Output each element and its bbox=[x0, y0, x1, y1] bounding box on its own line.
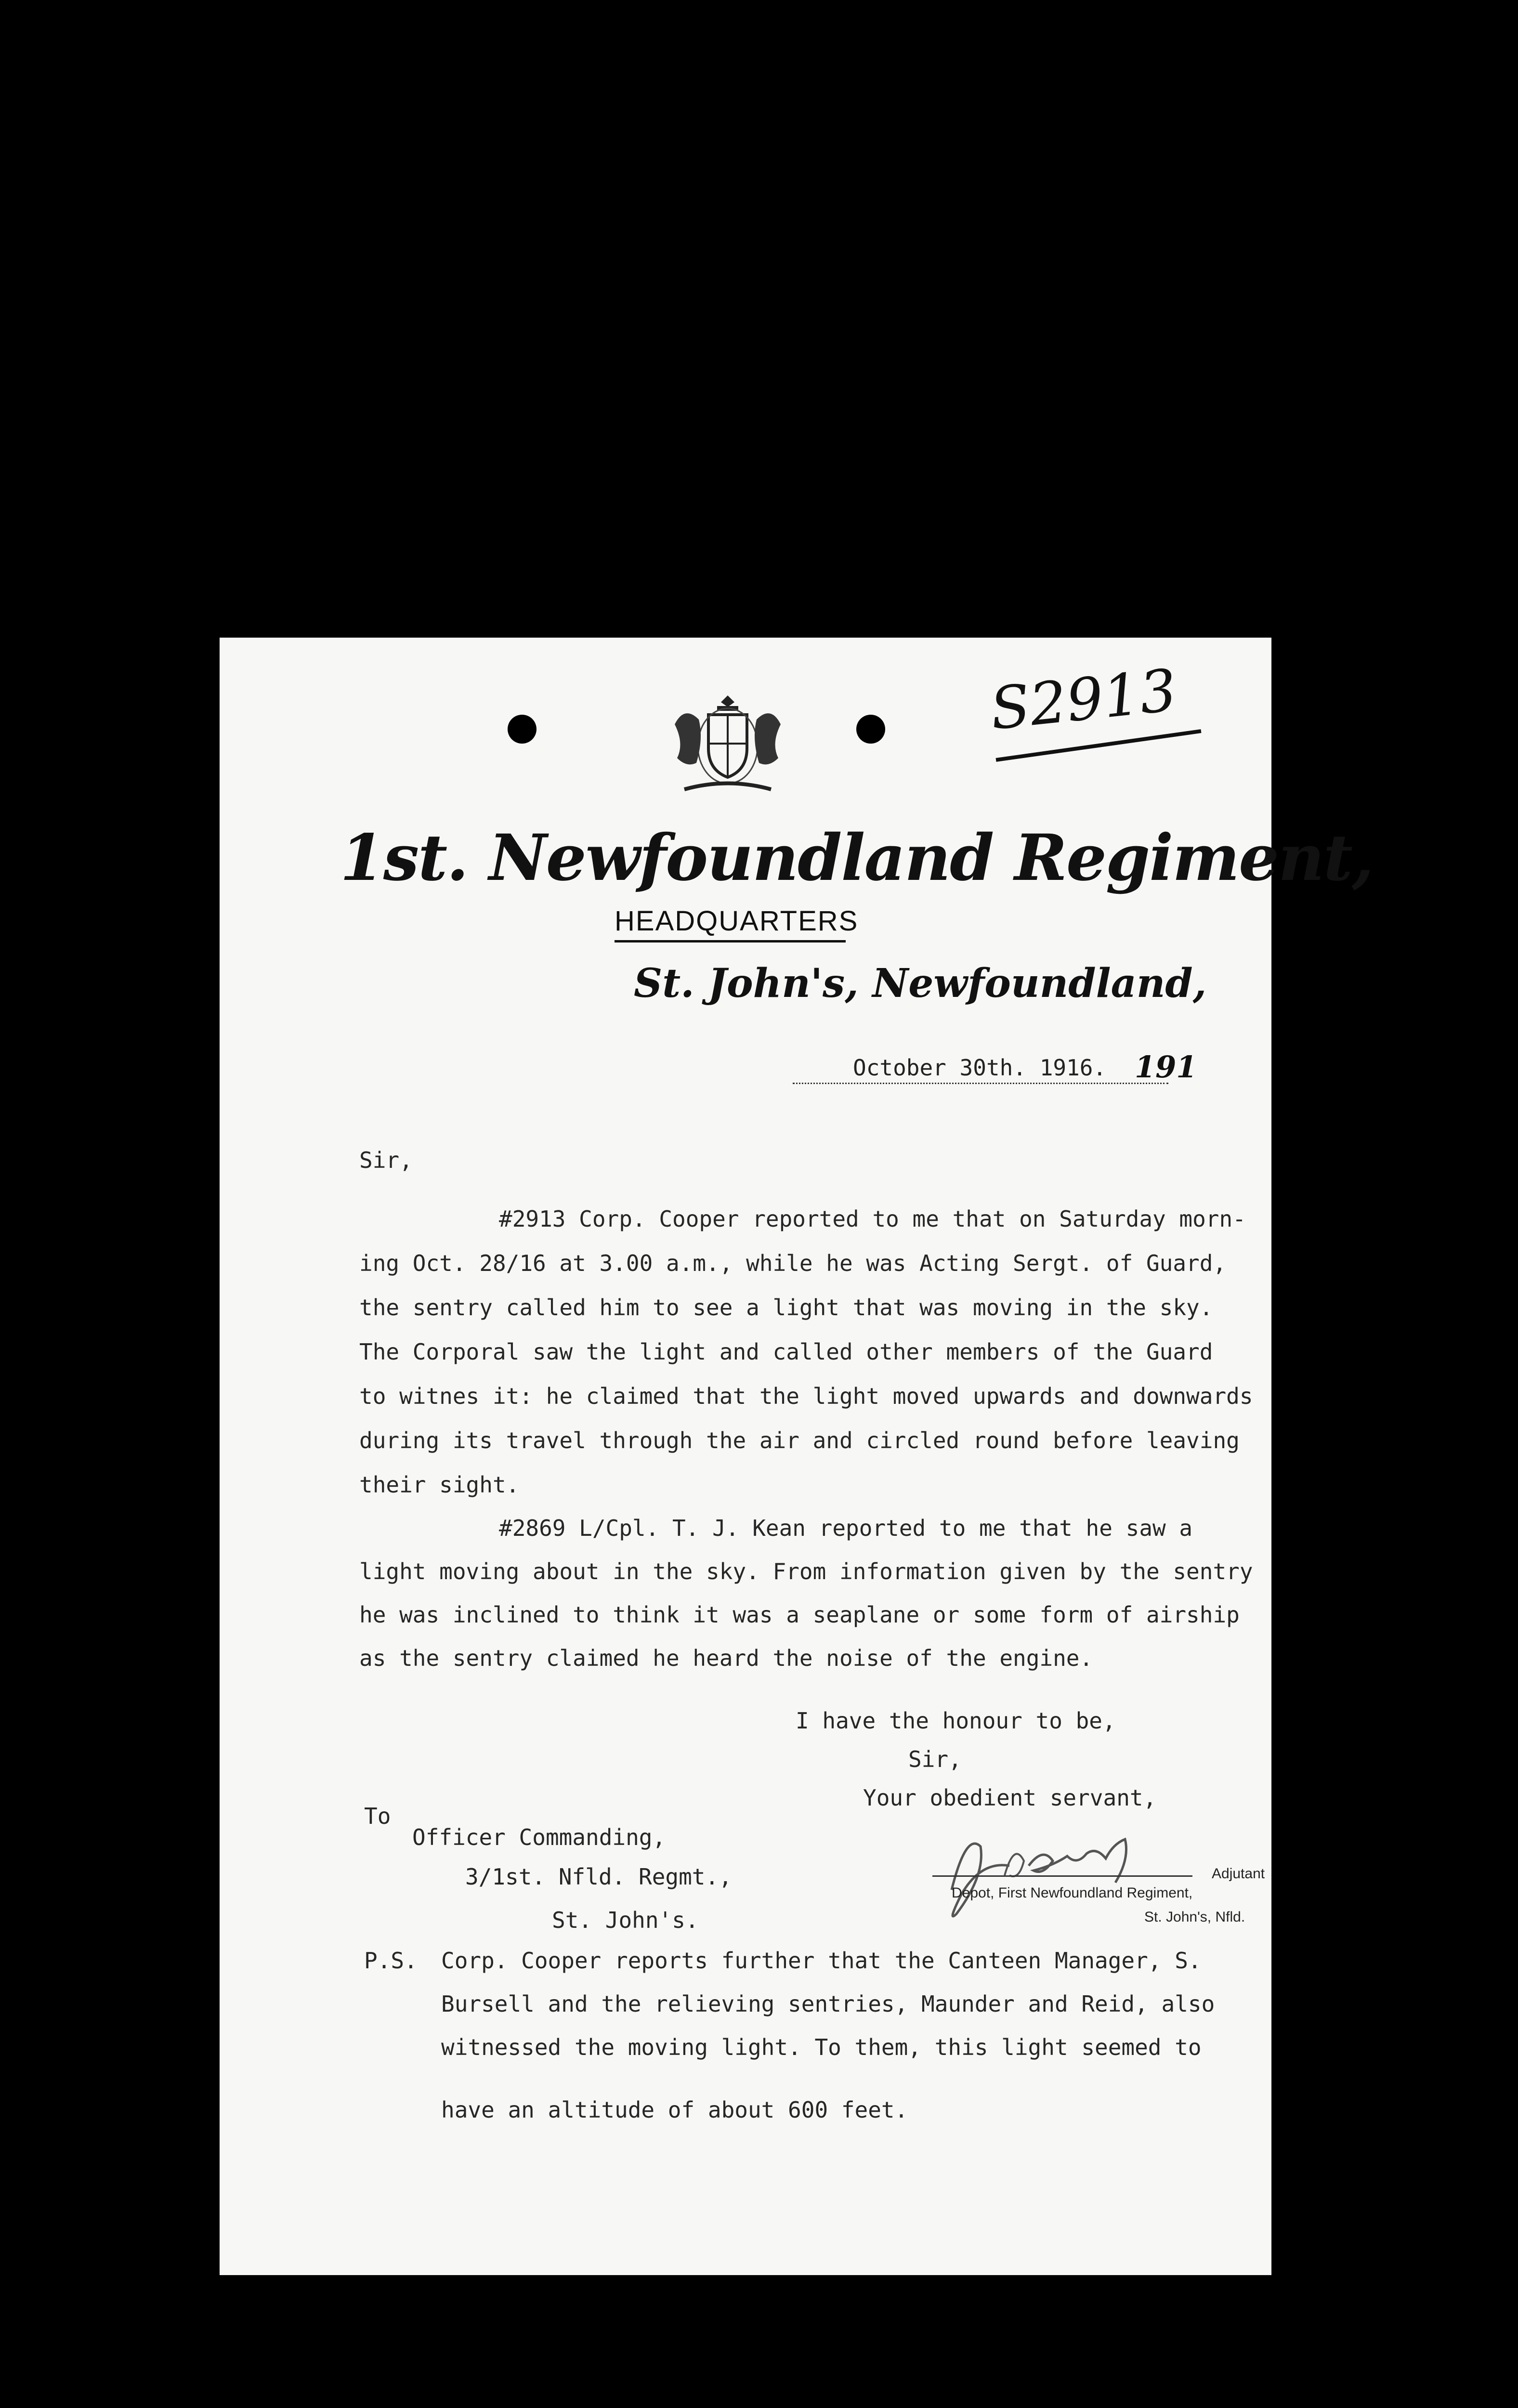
stamp-line: Depot, First Newfoundland Regiment, bbox=[952, 1885, 1193, 1901]
headquarters-underline bbox=[615, 940, 846, 942]
letterhead-location: St. John's, Newfoundland, bbox=[634, 960, 1207, 1007]
stamp-line: St. John's, Nfld. bbox=[1144, 1909, 1245, 1925]
postscript-line: Bursell and the relieving sentries, Maunder and Reid, also bbox=[441, 1991, 1215, 2017]
paragraph-2-line: he was inclined to think it was a seaplane or some form of airship bbox=[359, 1602, 1240, 1628]
paragraph-2-line: light moving about in the sky. From information given by the sentry bbox=[359, 1558, 1253, 1584]
punch-hole-left bbox=[508, 715, 537, 744]
closing-line: Sir, bbox=[908, 1746, 962, 1772]
date-printed-year: 191 bbox=[1135, 1049, 1197, 1085]
file-number-handwritten: S2913 bbox=[987, 657, 1180, 743]
paragraph-2-line: as the sentry claimed he heard the noise of the engine. bbox=[359, 1645, 1093, 1671]
postscript-line: have an altitude of about 600 feet. bbox=[441, 2097, 908, 2123]
coat-of-arms-icon bbox=[655, 686, 800, 801]
recipient-line: To bbox=[364, 1803, 391, 1829]
paragraph-1-line: the sentry called him to see a light that was moving in the sky. bbox=[359, 1295, 1213, 1321]
postscript-label: P.S. bbox=[364, 1948, 418, 1974]
stamp-title: Adjutant bbox=[1212, 1866, 1265, 1882]
paragraph-1-line: to witnes it: he claimed that the light moved upwards and downwards bbox=[359, 1383, 1253, 1409]
salutation: Sir, bbox=[359, 1147, 413, 1173]
recipient-line: St. John's. bbox=[552, 1907, 699, 1933]
paragraph-1-line: #2913 Corp. Cooper reported to me that on Saturday morn- bbox=[499, 1206, 1246, 1232]
closing-line: Your obedient servant, bbox=[863, 1785, 1157, 1811]
postscript-line: witnessed the moving light. To them, this light seemed to bbox=[441, 2034, 1202, 2060]
letter-page bbox=[220, 638, 1373, 2275]
paragraph-1-line: ing Oct. 28/16 at 3.00 a.m., while he was Acting Sergt. of Guard, bbox=[359, 1250, 1227, 1276]
paragraph-1-line: during its travel through the air and circled round before leaving bbox=[359, 1427, 1240, 1453]
handwritten-signature bbox=[932, 1818, 1168, 1924]
punch-hole-right bbox=[856, 715, 885, 744]
closing-line: I have the honour to be, bbox=[796, 1708, 1116, 1734]
paragraph-1-line: The Corporal saw the light and called other members of the Guard bbox=[359, 1339, 1213, 1365]
stamp-rule bbox=[932, 1875, 1192, 1877]
recipient-line: Officer Commanding, bbox=[412, 1824, 666, 1850]
regiment-name: 1st. Newfoundland Regiment, bbox=[340, 821, 1373, 895]
letter-date: October 30th. 1916. bbox=[853, 1055, 1107, 1081]
paragraph-1-line: their sight. bbox=[359, 1472, 520, 1498]
postscript-line: Corp. Cooper reports further that the Canteen Manager, S. bbox=[441, 1948, 1202, 1974]
recipient-line: 3/1st. Nfld. Regmt., bbox=[465, 1864, 732, 1890]
headquarters-label: HEADQUARTERS bbox=[615, 905, 859, 937]
paragraph-2-line: #2869 L/Cpl. T. J. Kean reported to me that he saw a bbox=[499, 1515, 1193, 1541]
